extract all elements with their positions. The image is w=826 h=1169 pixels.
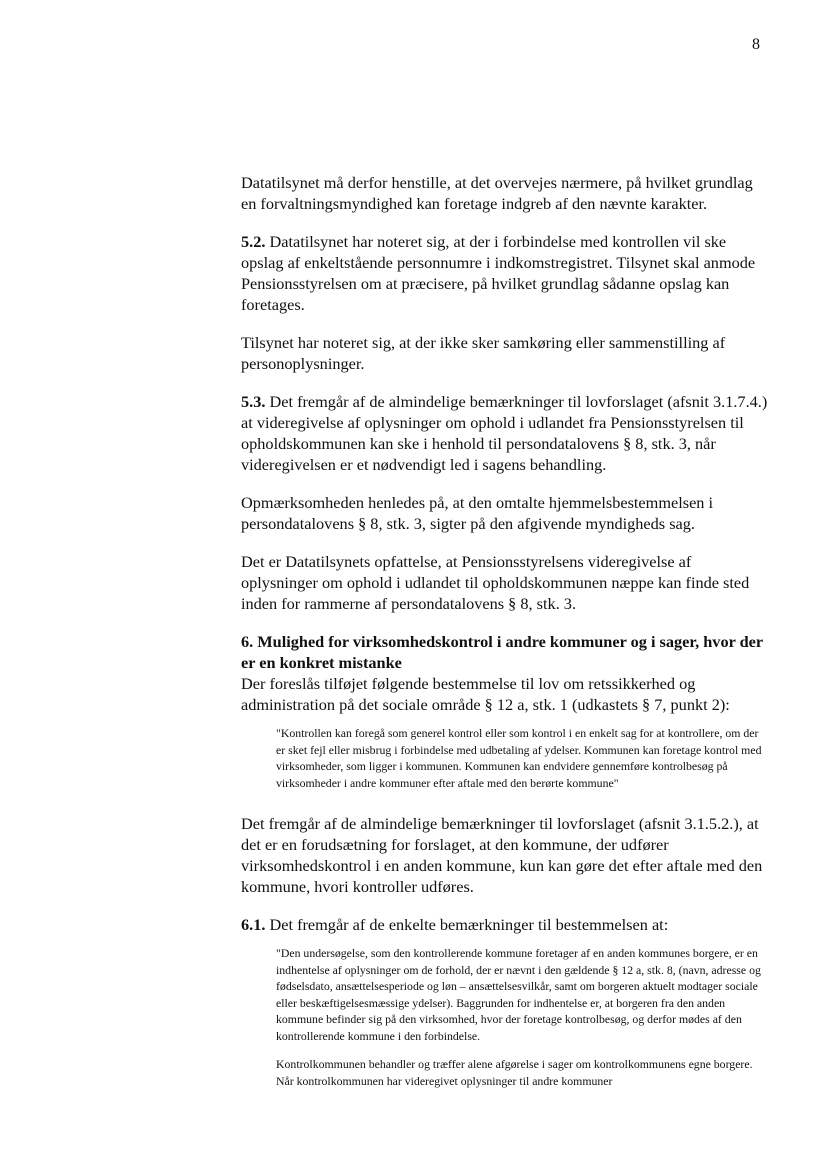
paragraph-text: Det fremgår af de enkelte bemærkninger til bestemmelsen at: xyxy=(265,915,669,934)
paragraph-samkoering: Tilsynet har noteret sig, at der ikke sker samkøring eller sammenstilling af personoplysninger. xyxy=(241,333,726,373)
page-number: 8 xyxy=(752,36,760,53)
body-text xyxy=(241,172,769,1111)
section-6-heading: 6. Mulighed for virksomhedskontrol i andre kommuner og i sager, hvor der er en konkret mistanke xyxy=(241,632,763,672)
quote-block-kontrollen xyxy=(276,725,769,791)
paragraph-overvejes: Datatilsynet må derfor henstille, at det overvejes nærmere, på hvilket grundlag en forvaltningsmyndighed kan foretage indgreb af den nævnte karakter. xyxy=(241,173,753,213)
quote-paragraph-1: "Den undersøgelse, som den kontrollerende kommune foretager af en anden kommunes borgere, er en indhentelse af oplysninger om de forhold, der er nævnt i den gældende § 12 a, stk. 8, (navn, adresse og fødselsdato, ansættelsesperiode og løn – ansættelsesvilkår, samt om borgeren aktuelt modtager sociale eller beskæftigelsesmæssige ydelser). Baggrunden for indhentelse er, at borgeren fra den anden kommune befinder sig på den virksomhed, hvor der foretage kontrolbesøg, og derfor mødes af den kontrollerende kommune i den forbindelse. xyxy=(276,946,761,1043)
section-6-intro: Der foreslås tilføjet følgende bestemmelse til lov om retssikkerhed og administration på det sociale område § 12 a, stk. 1 (udkastets § 7, punkt 2): xyxy=(241,674,730,714)
section-number: 5.3. xyxy=(241,392,266,411)
paragraph-6-1 xyxy=(241,914,769,935)
quote-paragraph-2: Kontrolkommunen behandler og træffer alene afgørelse i sager om kontrolkommunens egne borgere. Når kontrolkommunen har videregivet oplysninger til andre kommuner xyxy=(276,1057,753,1088)
section-number: 6.1. xyxy=(241,915,266,934)
section-number: 5.2. xyxy=(241,232,266,251)
paragraph-opmaerksomhed: Opmærksomheden henledes på, at den omtalte hjemmelsbestemmelsen i persondatalovens § 8, stk. 3, sigter på den afgivende myndigheds sag. xyxy=(241,493,714,533)
paragraph-5-3 xyxy=(241,391,769,475)
paragraph-text: Det fremgår af de almindelige bemærkninger til lovforslaget (afsnit 3.1.7.4.) at videregivelse af oplysninger om ophold i udlandet fra Pensionsstyrelsen til opholdskommunen kan ske i henhold til persondatalovens § 8, stk. 3, når videregivelsen er et nødvendigt led i sagens behandling. xyxy=(241,392,768,474)
quote-block-undersoegelse xyxy=(276,945,769,1089)
paragraph-forudsaetning: Det fremgår af de almindelige bemærkninger til lovforslaget (afsnit 3.1.5.2.), at det er en forudsætning for forslaget, at den kommune, der udfører virksomhedskontrol i en anden kommune, kun kan gøre det efter aftale med den kommune, hvori kontroller udføres. xyxy=(241,814,763,896)
quote-text: "Kontrollen kan foregå som generel kontrol eller som kontrol i en enkelt sag for at kontrollere, om der er sket fejl eller misbrug i forbindelse med udbetaling af ydelser. Kommunen kan foretage kontrol med virksomheder, som ligger i kommunen. Kommunen kan endvidere gennemføre kontrolbesøg på virksomheder i andre kommuner efter aftale med den berørte kommune" xyxy=(276,726,762,790)
paragraph-text: Datatilsynet har noteret sig, at der i forbindelse med kontrollen vil ske opslag af enkeltstående personnumre i indkomstregistret. Tilsynet skal anmode Pensionsstyrelsen om at præcisere, på hvilket grundlag sådanne opslag kan foretages. xyxy=(241,232,756,314)
paragraph-5-2 xyxy=(241,231,769,315)
paragraph-opfattelse: Det er Datatilsynets opfattelse, at Pensionsstyrelsens videregivelse af oplysninger om ophold i udlandet til opholdskommunen næppe kan finde sted inden for rammerne af persondatalovens § 8, stk. 3. xyxy=(241,552,750,613)
